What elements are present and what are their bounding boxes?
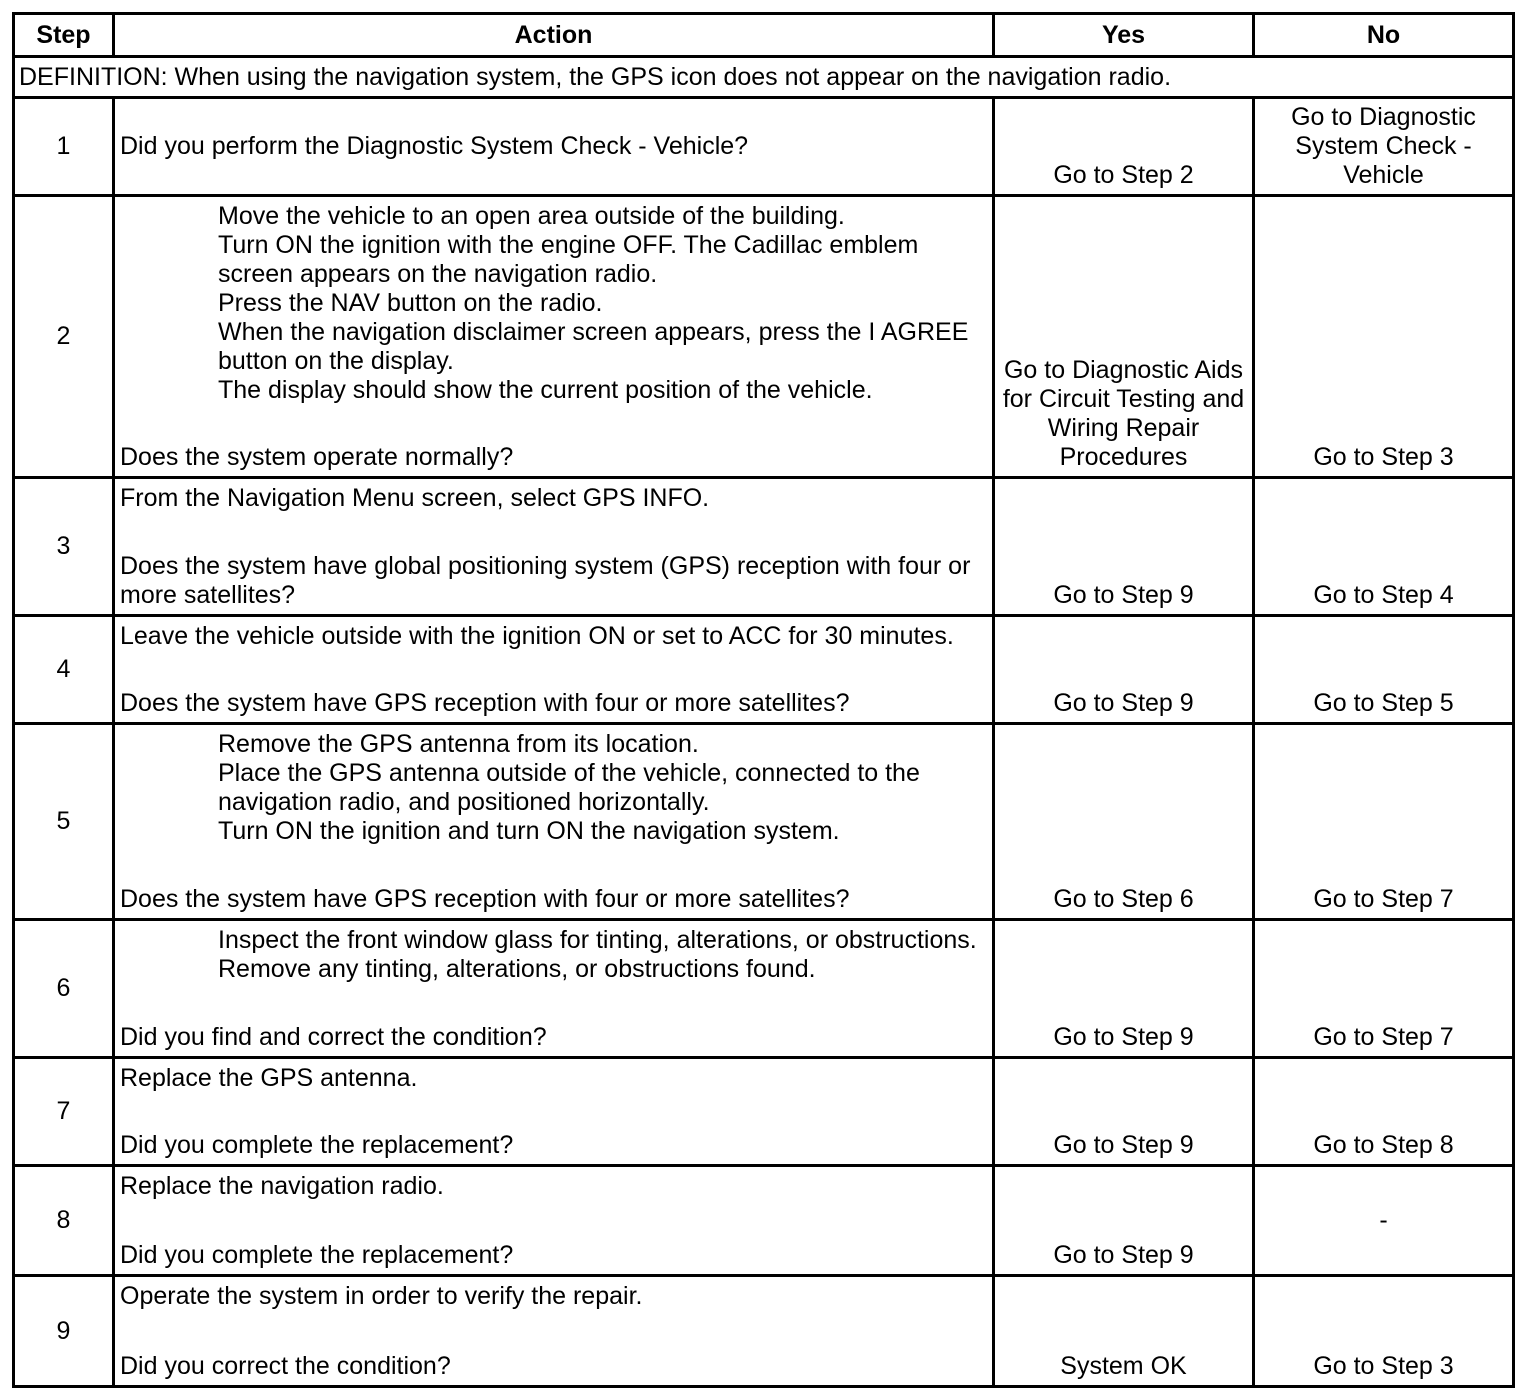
action-cell <box>115 1167 992 1274</box>
action-step-item: Inspect the front window glass for tinting, alterations, or obstructions. <box>218 926 977 954</box>
no-result: - <box>1379 1206 1388 1234</box>
header-no: No <box>1255 15 1512 55</box>
no-result: Go to Step 3 <box>1313 443 1454 471</box>
action-question: Did you complete the replacement? <box>120 1131 514 1159</box>
diagnostic-table <box>12 12 1515 1388</box>
yes-result: Go to Diagnostic Aids for Circuit Testing and Wiring Repair Procedures <box>1002 356 1245 471</box>
action-step-item: When the navigation disclaimer screen appears, press the I AGREE button on the display. <box>218 318 969 375</box>
no-cell <box>1255 617 1512 722</box>
yes-result: Go to Step 9 <box>1053 1023 1194 1051</box>
yes-result: Go to Step 2 <box>1053 161 1194 189</box>
yes-result: Go to Step 6 <box>1053 885 1194 913</box>
no-cell <box>1255 479 1512 614</box>
yes-result: Go to Step 9 <box>1053 1131 1194 1159</box>
action-step-item: Place the GPS antenna outside of the vehicle, connected to the navigation radio, and positioned horizontally. <box>218 759 920 816</box>
action-question: Did you find and correct the condition? <box>120 1023 547 1051</box>
action-cell <box>115 197 992 476</box>
action-question: Did you correct the condition? <box>120 1352 451 1380</box>
step-number: 5 <box>56 807 71 835</box>
no-result: Go to Step 5 <box>1313 689 1454 717</box>
step-number: 7 <box>56 1097 71 1125</box>
action-question: Does the system have global positioning system (GPS) reception with four or more satellites? <box>120 552 971 609</box>
yes-result: System OK <box>1060 1352 1187 1380</box>
step-number: 2 <box>56 322 71 350</box>
action-question: Did you perform the Diagnostic System Check - Vehicle? <box>120 132 749 160</box>
action-question: Does the system operate normally? <box>120 443 514 471</box>
header-step: Step <box>15 15 112 55</box>
step-cell <box>15 1059 112 1164</box>
step-number: 8 <box>56 1206 71 1234</box>
yes-cell <box>995 725 1252 918</box>
yes-cell <box>995 1059 1252 1164</box>
action-cell <box>115 479 992 614</box>
no-cell <box>1255 725 1512 918</box>
yes-cell <box>995 99 1252 194</box>
action-step-list <box>218 730 987 846</box>
action-cell <box>115 1059 992 1164</box>
yes-cell <box>995 617 1252 722</box>
action-cell <box>115 99 992 194</box>
yes-cell <box>995 1277 1252 1385</box>
action-instruction: Replace the navigation radio. <box>120 1172 444 1200</box>
action-question: Did you complete the replacement? <box>120 1241 514 1269</box>
no-result: Go to Diagnostic System Check - Vehicle <box>1291 103 1476 189</box>
action-step-list <box>218 926 987 984</box>
step-number: 3 <box>56 532 71 560</box>
action-cell <box>115 617 992 722</box>
action-step-item: Remove the GPS antenna from its location. <box>218 730 699 758</box>
action-step-list <box>218 202 987 405</box>
yes-cell <box>995 921 1252 1056</box>
action-question: Does the system have GPS reception with four or more satellites? <box>120 689 850 717</box>
yes-result: Go to Step 9 <box>1053 1241 1194 1269</box>
definition-text: DEFINITION: When using the navigation system, the GPS icon does not appear on the navigation radio. <box>15 58 1512 96</box>
action-instruction: From the Navigation Menu screen, select GPS INFO. <box>120 484 710 512</box>
no-result: Go to Step 8 <box>1313 1131 1454 1159</box>
action-cell <box>115 921 992 1056</box>
no-cell <box>1255 99 1512 194</box>
action-step-item: Remove any tinting, alterations, or obstructions found. <box>218 955 816 983</box>
no-cell <box>1255 1059 1512 1164</box>
step-number: 9 <box>56 1316 71 1345</box>
no-result: Go to Step 7 <box>1313 1023 1454 1051</box>
yes-cell <box>995 1167 1252 1274</box>
action-instruction: Operate the system in order to verify the repair. <box>120 1282 643 1310</box>
step-number: 6 <box>56 974 71 1002</box>
step-cell <box>15 617 112 722</box>
action-step-item: The display should show the current position of the vehicle. <box>218 376 873 404</box>
yes-result: Go to Step 9 <box>1053 581 1194 609</box>
action-step-item: Press the NAV button on the radio. <box>218 289 603 317</box>
step-number: 1 <box>56 132 71 160</box>
no-cell <box>1255 197 1512 476</box>
step-cell <box>15 197 112 476</box>
header-action: Action <box>115 15 992 55</box>
step-cell <box>15 921 112 1056</box>
header-yes: Yes <box>995 15 1252 55</box>
action-step-item: Turn ON the ignition and turn ON the navigation system. <box>218 817 840 845</box>
step-cell <box>15 1277 112 1385</box>
yes-cell <box>995 197 1252 476</box>
no-result: Go to Step 7 <box>1313 885 1454 913</box>
step-number: 4 <box>56 655 71 683</box>
step-cell <box>15 479 112 614</box>
action-cell <box>115 725 992 918</box>
step-cell <box>15 725 112 918</box>
action-question: Does the system have GPS reception with four or more satellites? <box>120 885 850 913</box>
action-step-item: Turn ON the ignition with the engine OFF. The Cadillac emblem screen appears on the navigation radio. <box>218 231 919 288</box>
no-result: Go to Step 4 <box>1313 581 1454 609</box>
no-cell <box>1255 1167 1512 1274</box>
no-cell <box>1255 1277 1512 1385</box>
step-cell <box>15 1167 112 1274</box>
yes-result: Go to Step 9 <box>1053 689 1194 717</box>
action-instruction: Leave the vehicle outside with the ignition ON or set to ACC for 30 minutes. <box>120 622 954 650</box>
yes-cell <box>995 479 1252 614</box>
action-instruction: Replace the GPS antenna. <box>120 1064 418 1092</box>
no-cell <box>1255 921 1512 1056</box>
no-result: Go to Step 3 <box>1313 1352 1454 1380</box>
step-cell <box>15 99 112 194</box>
action-cell <box>115 1277 992 1385</box>
action-step-item: Move the vehicle to an open area outside of the building. <box>218 202 845 230</box>
